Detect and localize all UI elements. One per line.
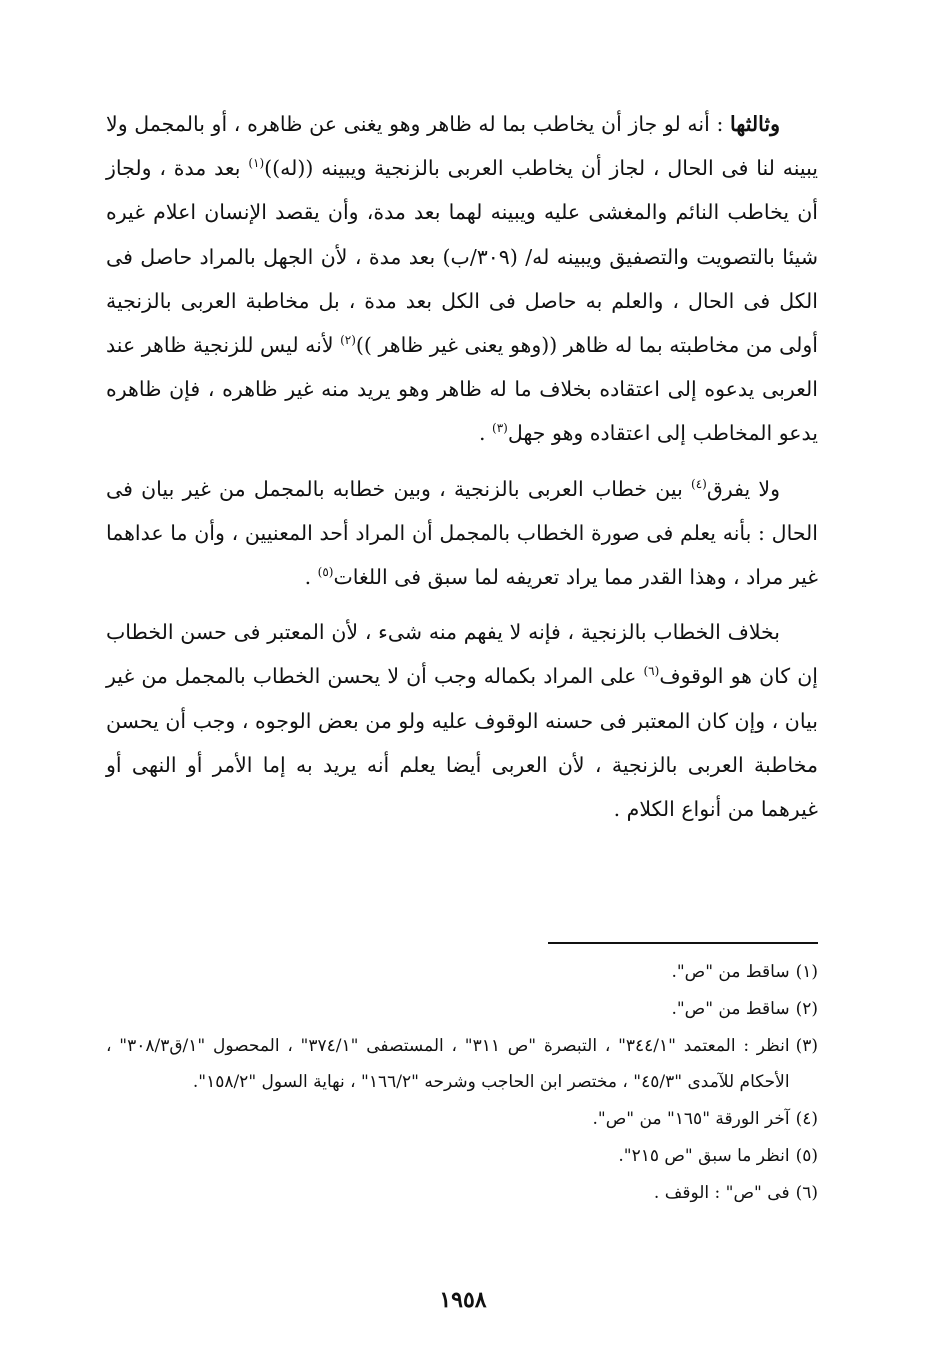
footnote-text: ساقط من "ص". xyxy=(671,962,790,982)
footnote-marker-5: (٥) xyxy=(317,565,334,580)
footnote-text: انظر ما سبق "ص ٢١٥". xyxy=(618,1145,790,1166)
paragraph-text: لأنه ليس للزنجية ظاهر عند العربى يدعوه إلى اعتقاده بخلاف ما له ظاهر وهو يريد منه غير ظاهره ، فإن ظاهره يدعو المخاطب إلى اعتقاده وهو جهل xyxy=(106,333,818,446)
paragraph-text: . xyxy=(304,565,318,590)
footnote-number: (٣) xyxy=(795,1035,818,1056)
footnote-separator xyxy=(548,942,818,944)
footnote-item xyxy=(106,1175,818,1212)
footnote-text: انظر : المعتمد "٣٤٤/١" ، التبصرة "ص ٣١١" ، المستصفى "٣٧٤/١" ، المحصول "١/ق٣٠٨/٣" ، الأحكام للآمدى "٤٥/٣" ، مختصر ابن الحاجب وشرحه "١٦٦/٢" ، نهاية السول "١٥٨/٢". xyxy=(106,1035,790,1093)
footnote-number: (٦) xyxy=(795,1182,818,1203)
paragraph-text: بخلاف الخطاب بالزنجية ، فإنه لا يفهم منه شىء ، لأن المعتبر فى حسن الخطاب إن كان هو الوقوف xyxy=(106,620,818,689)
footnote-marker-6: (٦) xyxy=(643,664,660,679)
footnote-number: (٤) xyxy=(795,1109,818,1130)
footnote-item xyxy=(106,1028,818,1102)
paragraph-2 xyxy=(106,467,818,600)
paragraph-text: على المراد بكماله وجب أن لا يحسن الخطاب بالمجمل من غير بيان ، وإن كان المعتبر فى حسنه الوقوف عليه ولو من بعض الوجوه ، وجب أن يحسن مخاطبة العربى بالزنجية ، لأن العربى أيضا يعلم أنه يريد به إما الأمر أو النهى أو غيرهما من أنواع الكلام . xyxy=(105,664,818,822)
main-text xyxy=(106,102,818,842)
footnote-number: (٢) xyxy=(795,998,818,1019)
paragraph-text: : أنه لو جاز أن يخاطب بما له ظاهر وهو يغنى عن ظاهره ، أو بالمجمل ولا يبينه لنا فى الحال ، لجاز أن يخاطب العربى بالزنجية ويبينه ((له)) xyxy=(106,112,818,181)
footnote-item xyxy=(106,1138,818,1175)
footnote-text: فى "ص" : الوقف . xyxy=(653,1182,790,1203)
paragraph-lead-word: وثالثها xyxy=(730,112,780,136)
footnote-marker-3: (٣) xyxy=(492,421,508,436)
footnote-item xyxy=(106,1101,818,1138)
footnote-marker-4: (٤) xyxy=(691,476,707,491)
paragraph-3 xyxy=(106,610,818,831)
footnote-text: ساقط من "ص". xyxy=(671,998,790,1019)
paragraph-text: . xyxy=(478,421,492,446)
footnote-item xyxy=(106,991,818,1028)
footnote-number: (٥) xyxy=(795,1145,818,1166)
footnote-marker-1: (١) xyxy=(248,156,265,171)
paragraph-1 xyxy=(106,102,818,456)
paragraph-text: بعد مدة ، ولجاز أن يخاطب النائم والمغشى عليه ويبينه لهما بعد مدة، وأن يقصد الإنسان اعلام غيره شيئا بالتصويت والتصفيق ويبينه له/ (٣٠٩/ب) بعد مدة ، لأن الجهل بالمراد حاصل فى الكل فى الحال ، والعلم به حاصل فى الكل بعد مدة ، بل مخاطبة العربى بالزنجية أولى من مخاطبته بما له ظاهر ((وهو يعنى غير ظاهر )) xyxy=(106,156,818,358)
paragraph-text: بين خطاب العربى بالزنجية ، وبين خطابه بالمجمل من غير بيان فى الحال : بأنه يعلم فى صورة الخطاب بالمجمل أن المراد أحد المعنيين ، وأن ما عداهما غير مراد ، وهذا القدر مما يراد تعريفه لما سبق فى اللغات xyxy=(106,476,818,590)
footnote-marker-2: (٢) xyxy=(340,333,356,348)
footnote-item xyxy=(106,954,818,991)
footnote-text: آخر الورقة "١٦٥" من "ص". xyxy=(592,1109,790,1130)
page-number: ١٩٥٨ xyxy=(439,1287,487,1313)
paragraph-text: ولا يفرق xyxy=(706,476,780,501)
footnotes-list xyxy=(106,954,818,1212)
footnote-number: (١) xyxy=(795,962,818,982)
